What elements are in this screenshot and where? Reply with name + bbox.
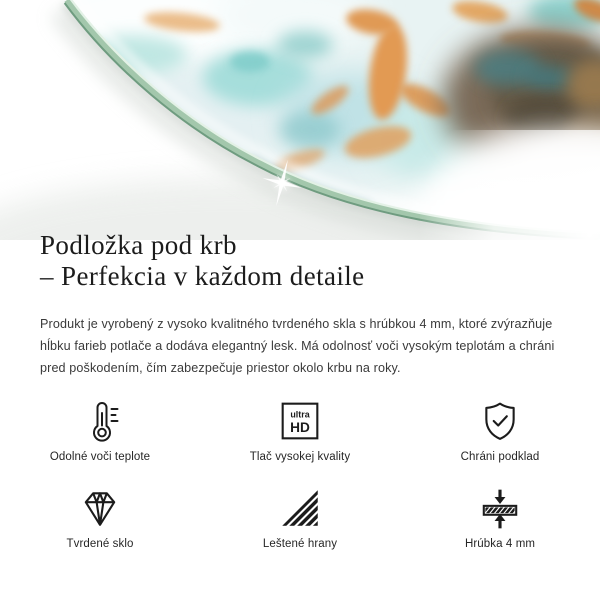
page-title — [40, 230, 572, 292]
ultra-hd-icon — [279, 399, 321, 446]
title-line-1: Podložka pod krb — [40, 230, 237, 260]
features-grid — [0, 399, 600, 550]
product-description: Produkt je vyrobený z vysoko kvalitného tvrdeného skla s hrúbkou 4 mm, ktoré zvýrazňuje hĺbku farieb potlače a dodáva elegantný lesk. Má odolnosť voči vysokým teplotám a chráni pred poškodením, čím zabezpečuje priestor okolo krbu na roky. — [40, 317, 555, 375]
feature-label: Odolné voči teplote — [49, 451, 151, 463]
hero-section — [0, 0, 600, 240]
polished-edges-icon — [279, 486, 321, 533]
svg-text:HD: HD — [290, 420, 310, 436]
highlight-fade — [420, 130, 600, 240]
shield-check-icon — [479, 399, 521, 446]
feature-print-quality — [200, 399, 400, 463]
feature-label: Tlač vysokej kvality — [249, 451, 351, 463]
feature-label: Chráni podklad — [460, 451, 540, 463]
feature-thickness — [400, 486, 600, 550]
thickness-icon — [479, 486, 521, 533]
feature-label: Leštené hrany — [262, 538, 338, 550]
title-line-2: – Perfekcia v každom detaile — [40, 261, 365, 291]
svg-text:ultra: ultra — [290, 409, 310, 420]
feature-polished-edges — [200, 486, 400, 550]
feature-label: Hrúbka 4 mm — [464, 538, 536, 550]
feature-protects-base — [400, 399, 600, 463]
diamond-icon — [79, 486, 121, 533]
feature-label: Tvrdené sklo — [66, 538, 134, 550]
feature-tempered-glass — [0, 486, 200, 550]
thermometer-icon — [79, 399, 121, 446]
feature-heat-resistant — [0, 399, 200, 463]
content-section — [40, 230, 572, 379]
product-image — [0, 0, 600, 240]
